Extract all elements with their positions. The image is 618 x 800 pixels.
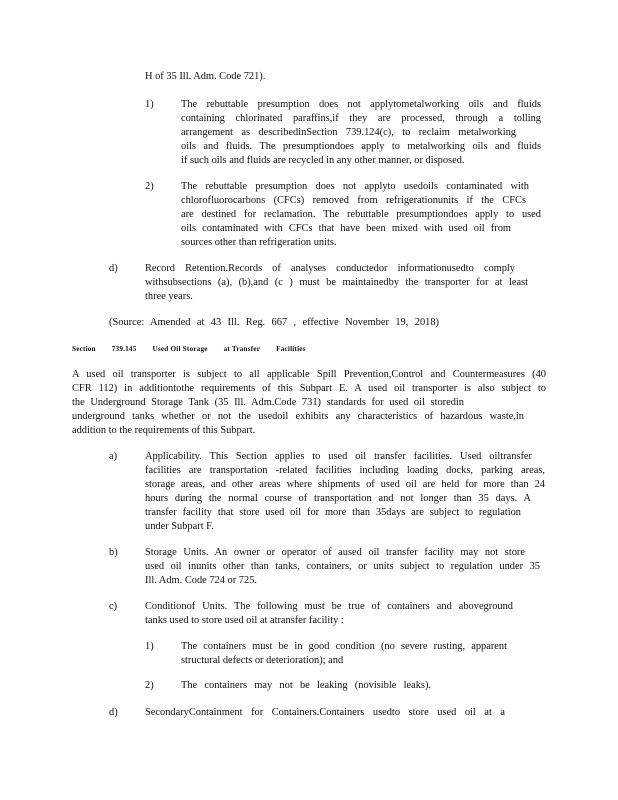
text-line: oils and fluids. The presumptiondoes apply to metalworking oils and fluids — [181, 141, 541, 152]
heading-part: Used Oil Storage — [152, 345, 208, 353]
source-note — [109, 316, 439, 330]
paragraph-storage-units — [145, 546, 540, 588]
text-line: The rebuttable presumption does not applytometalworking oils and fluids — [181, 99, 541, 110]
text-line: Applicability. This Section applies to used oil transfer facilities. Used oiltransfer — [145, 451, 532, 462]
text-line: sources other than refrigeration units. — [181, 237, 337, 248]
text-line: used oil inunits other than tanks, containers, or units subject to regulation under 35 — [145, 561, 540, 572]
heading-part: at Transfer — [223, 345, 261, 353]
paragraph-item-1 — [181, 98, 541, 168]
text-line: tanks used to store used oil at atransfer facility : — [145, 615, 344, 626]
text-line: structural defects or deterioration); and — [181, 655, 344, 666]
text-line: transfer facility that store used oil for more than 35days are subject to regulation — [145, 507, 521, 518]
paragraph-containers-leaking — [181, 679, 431, 693]
item-label: 1) — [145, 641, 154, 652]
text-line: Ill. Adm. Code 724 or 725. — [145, 575, 257, 586]
item-label: b) — [109, 547, 118, 558]
text-line: (Source: Amended at 43 Ill. Reg. 667 , effective November 19, 2018) — [109, 317, 439, 328]
paragraph-record-retention — [145, 262, 528, 304]
text-line: facilities are transportation -related facilities including loading docks, parking areas, — [145, 465, 545, 476]
text-line: The rebuttable presumption does not applyto usedoils contaminated with — [181, 181, 529, 192]
section-intro — [72, 368, 546, 438]
text-line: chlorofluorocarbons (CFCs) removed from refrigerationunits if the CFCs — [181, 195, 526, 206]
text-line: oils contaminated with CFCs that have been mixed with used oil from — [181, 223, 511, 234]
text-line: Storage Units. An owner or operator of aused oil transfer facility may not store — [145, 547, 525, 558]
text-line: Conditionof Units. The following must be true of containers and aboveground — [145, 601, 513, 612]
text-line: three years. — [145, 291, 193, 302]
text-line: the Underground Storage Tank (35 Ill. Adm.Code 731) standards for used oil storedin — [72, 397, 464, 408]
item-label: 1) — [145, 99, 154, 110]
item-label: 2) — [145, 181, 154, 192]
paragraph-applicability — [145, 450, 545, 534]
item-label: d) — [109, 707, 118, 718]
item-label: d) — [109, 263, 118, 274]
paragraph-containers-condition — [181, 640, 507, 668]
heading-part: Section — [72, 345, 96, 353]
text-line: if such oils and fluids are recycled in any other manner, or disposed. — [181, 155, 465, 166]
paragraph-item-2 — [181, 180, 541, 250]
text-line: under Subpart F. — [145, 521, 214, 532]
text-line: hours during the normal course of transportation and not longer than 35 days. A — [145, 493, 531, 504]
item-label: c) — [109, 601, 118, 612]
text-line: are destined for reclamation. The rebuttable presumptiondoes apply to used — [181, 209, 541, 220]
text-line: storage areas, and other areas where shipments of used oil are held for more than 24 — [145, 479, 545, 490]
text-line: The containers must be in good condition (no severe rusting, apparent — [181, 641, 507, 652]
text-line: CFR 112) in additiontothe requirements of this Subpart E. A used oil transporter is also subject to — [72, 383, 546, 394]
text-line: underground tanks whether or not the usedoil exhibits any characteristics of hazardous waste,in — [72, 411, 524, 422]
section-heading — [72, 345, 320, 353]
item-label: a) — [109, 451, 118, 462]
intro-line — [145, 70, 285, 84]
heading-part: 739.145 — [111, 345, 137, 353]
item-label: 2) — [145, 680, 154, 691]
text-line: Record Retention.Records of analyses conductedor informationusedto comply — [145, 263, 515, 274]
text-line: containing chlorinated paraffins,if they are processed, through a tolling — [181, 113, 541, 124]
text-line: arrangement as describedinSection 739.124(c), to reclaim metalworking — [181, 127, 516, 138]
text-line: The containers may not be leaking (novisible leaks). — [181, 680, 431, 691]
text-line: withsubsections (a), (b),and (c ) must be maintainedby the transporter for at least — [145, 277, 528, 288]
text-line: A used oil transporter is subject to all applicable Spill Prevention,Control and Countermeasures (40 — [72, 369, 546, 380]
text-line: addition to the requirements of this Subpart. — [72, 425, 256, 436]
heading-part: Facilities — [276, 345, 306, 353]
text-line: SecondaryContainment for Containers.Containers usedto store used oil at a — [145, 707, 505, 718]
paragraph-condition-of-units — [145, 600, 513, 628]
text-line: H of 35 Ill. Adm. Code 721). — [145, 71, 266, 82]
paragraph-secondary-containment — [145, 706, 505, 720]
